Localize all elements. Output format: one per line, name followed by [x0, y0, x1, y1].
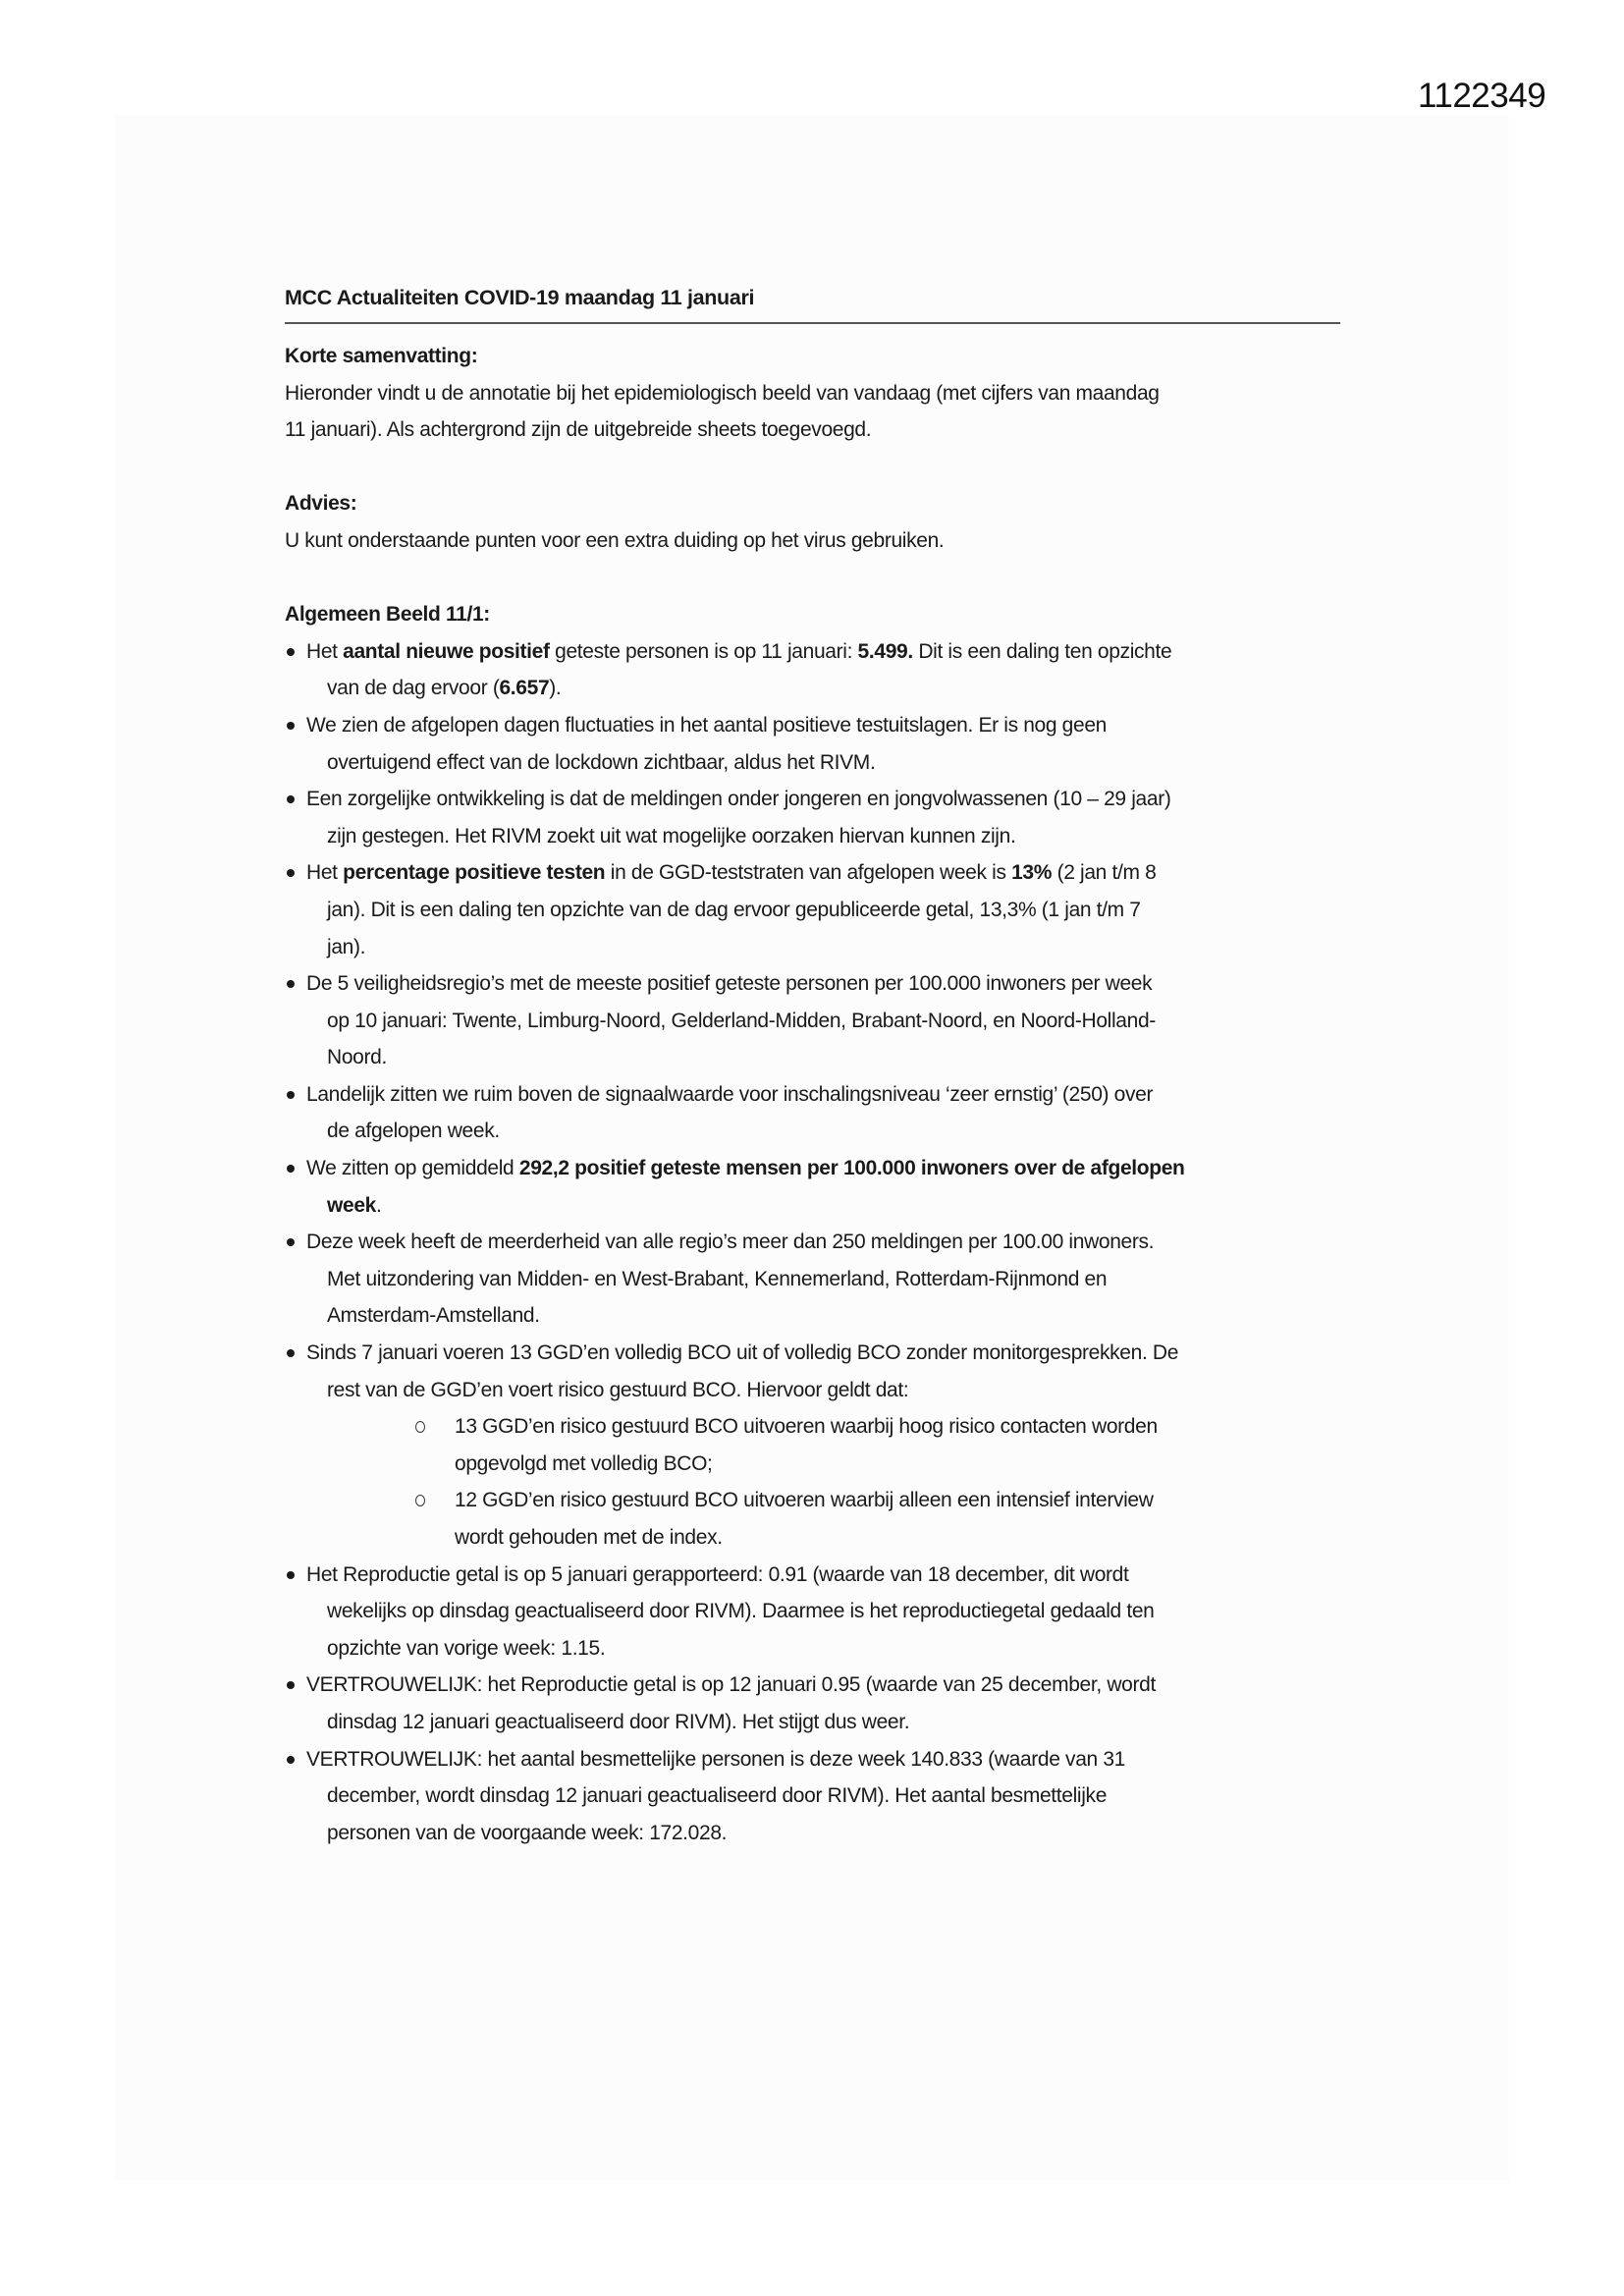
text: De 5 veiligheidsregio’s met de meeste positief geteste personen per 100.000 inwoners per week	[306, 972, 1153, 996]
bullet-line	[285, 1224, 1345, 1261]
spacer	[285, 560, 1345, 597]
bullet-item	[285, 965, 1345, 1076]
sub-bullet-line: wordt gehouden met de index.	[455, 1526, 723, 1549]
bullet-line	[285, 1297, 1345, 1335]
text: Sinds 7 januari voeren 13 GGD’en volledig BCO uit of volledig BCO zonder monitorgesprekken. De	[306, 1341, 1179, 1365]
text: Het	[306, 639, 344, 663]
bullet-line	[285, 1593, 1345, 1630]
text: Dit is een daling ten opzichte	[912, 639, 1172, 663]
text: dinsdag 12 januari geactualiseerd door RIVM). Het stijgt dus weer.	[327, 1710, 910, 1733]
sub-bullet-line: 13 GGD’en risico gestuurd BCO uitvoeren waarbij hoog risico contacten worden	[455, 1415, 1158, 1439]
bullet-item	[285, 781, 1345, 854]
bullet-line	[285, 1335, 1345, 1372]
spacer	[285, 449, 1345, 486]
bullet-line	[285, 1039, 1345, 1076]
bullet-dot-icon	[287, 1756, 295, 1764]
bullet-line	[285, 1261, 1345, 1298]
advice-section	[285, 485, 1345, 559]
bullet-item	[285, 1557, 1345, 1667]
bold-text: 292,2 positief geteste mensen per 100.000 inwoners over de afgelopen	[518, 1157, 1185, 1180]
text: in de GGD-teststraten van afgelopen week is	[605, 861, 1012, 885]
sub-bullet-item	[285, 1482, 1345, 1556]
document-number: 1122349	[1418, 77, 1546, 115]
bullet-line	[285, 1704, 1345, 1741]
bullet-line	[285, 1667, 1345, 1704]
text: Het	[306, 861, 344, 885]
bold-text: percentage positieve testen	[343, 861, 606, 885]
text: We zitten op gemiddeld	[306, 1157, 519, 1180]
bullet-item	[285, 633, 1345, 707]
bullet-dot-icon	[287, 1349, 295, 1357]
bold-text: week	[327, 1193, 376, 1217]
bullet-line	[285, 1113, 1345, 1150]
bullet-line	[285, 1630, 1345, 1667]
bullet-line	[285, 1187, 1345, 1225]
bullet-dot-icon	[287, 1165, 295, 1173]
text: zijn gestegen. Het RIVM zoekt uit wat mogelijke oorzaken hiervan kunnen zijn.	[327, 824, 1016, 847]
text: rest van de GGD’en voert risico gestuurd BCO. Hiervoor geldt dat:	[327, 1378, 909, 1401]
bullet-item	[285, 1224, 1345, 1335]
bullet-line	[285, 670, 1345, 707]
bold-text: 5.499.	[857, 639, 913, 663]
general-heading: Algemeen Beeld 11/1:	[285, 603, 490, 627]
text: VERTROUWELIJK: het aantal besmettelijke personen is deze week 140.833 (waarde van 31	[306, 1747, 1126, 1771]
text: Met uitzondering van Midden- en West-Brabant, Kennemerland, Rotterdam-Rijnmond en	[327, 1267, 1108, 1290]
text: personen van de voorgaande week: 172.028.	[327, 1821, 728, 1844]
bullet-dot-icon	[287, 1571, 295, 1579]
bullet-line	[285, 1372, 1345, 1409]
text: Het Reproductie getal is op 5 januari gerapporteerd: 0.91 (waarde van 18 december, dit wordt	[306, 1562, 1129, 1586]
advice-heading: Advies:	[285, 492, 357, 516]
bullet-line	[285, 1557, 1345, 1594]
bullet-dot-icon	[287, 1091, 295, 1099]
title-divider	[285, 322, 1340, 324]
text: Amsterdam-Amstelland.	[327, 1304, 540, 1328]
bullet-line	[285, 892, 1345, 929]
bullet-item	[285, 1335, 1345, 1557]
bullet-item	[285, 854, 1345, 965]
bullet-item	[285, 707, 1345, 781]
text: .	[375, 1193, 382, 1217]
advice-line: U kunt onderstaande punten voor een extra duiding op het virus gebruiken.	[285, 528, 945, 552]
bullet-line	[285, 1777, 1345, 1815]
bold-text: 6.657	[499, 677, 550, 700]
sub-bullet-line: opgevolgd met volledig BCO;	[455, 1451, 713, 1475]
text: Een zorgelijke ontwikkeling is dat de meldingen onder jongeren en jongvolwassenen (10 – 29 jaar)	[306, 788, 1171, 811]
text: Deze week heeft de meerderheid van alle regio’s meer dan 250 meldingen per 100.00 inwoners.	[306, 1230, 1155, 1254]
bullet-line	[285, 707, 1345, 744]
summary-section	[285, 338, 1345, 449]
bullet-line	[285, 854, 1345, 892]
text: opzichte van vorige week: 1.15.	[327, 1636, 606, 1660]
sub-bullet-line: 12 GGD’en risico gestuurd BCO uitvoeren waarbij alleen een intensief interview	[455, 1489, 1154, 1512]
summary-line: Hieronder vindt u de annotatie bij het epidemiologisch beeld van vandaag (met cijfers van maandag	[285, 381, 1160, 405]
document-title: MCC Actualiteiten COVID-19 maandag 11 januari	[285, 286, 755, 309]
text: jan).	[327, 935, 366, 958]
summary-line: 11 januari). Als achtergrond zijn de uitgebreide sheets toegevoegd.	[285, 418, 872, 442]
sub-bullet-item	[285, 1408, 1345, 1482]
bold-text: 13%	[1011, 861, 1053, 885]
bullet-dot-icon	[287, 722, 295, 730]
text: ).	[549, 677, 562, 700]
text: jan). Dit is een daling ten opzichte van de dag ervoor gepubliceerde getal, 13,3% (1 jan t/m 7	[327, 898, 1141, 921]
text: overtuigend effect van de lockdown zichtbaar, aldus het RIVM.	[327, 750, 876, 774]
bullet-dot-icon	[287, 648, 295, 656]
bullet-line	[285, 781, 1345, 818]
text: geteste personen is op 11 januari:	[549, 639, 858, 663]
bold-text: aantal nieuwe positief	[343, 639, 550, 663]
text: wekelijks op dinsdag geactualiseerd door RIVM). Daarmee is het reproductiegetal gedaald ten	[327, 1600, 1155, 1623]
document-body	[285, 338, 1345, 1851]
bullet-line	[285, 929, 1345, 966]
text: VERTROUWELIJK: het Reproductie getal is op 12 januari 0.95 (waarde van 25 december, wordt	[306, 1673, 1156, 1697]
bullet-list	[285, 633, 1345, 1852]
text: van de dag ervoor (	[327, 677, 500, 700]
text: op 10 januari: Twente, Limburg-Noord, Gelderland-Midden, Brabant-Noord, en Noord-Holland-	[327, 1009, 1156, 1032]
bullet-item	[285, 1667, 1345, 1740]
text: december, wordt dinsdag 12 januari geactualiseerd door RIVM). Het aantal besmettelijke	[327, 1784, 1108, 1808]
text: Landelijk zitten we ruim boven de signaalwaarde voor inschalingsniveau ‘zeer ernstig’ (250) over	[306, 1082, 1154, 1106]
text: (2 jan t/m 8	[1052, 861, 1157, 885]
bullet-line	[285, 744, 1345, 782]
bullet-line	[285, 1815, 1345, 1852]
bullet-line	[285, 1076, 1345, 1114]
bullet-line	[285, 1150, 1345, 1187]
general-section	[285, 596, 1345, 1851]
bullet-line	[285, 1741, 1345, 1778]
text: Noord.	[327, 1046, 387, 1069]
bullet-line	[285, 1003, 1345, 1040]
bullet-item	[285, 1076, 1345, 1150]
bullet-line	[285, 818, 1345, 855]
bullet-item	[285, 1150, 1345, 1224]
bullet-line	[285, 633, 1345, 671]
bullet-line	[285, 965, 1345, 1003]
bullet-item	[285, 1741, 1345, 1852]
text: We zien de afgelopen dagen fluctuaties in het aantal positieve testuitslagen. Er is nog geen	[306, 713, 1107, 737]
text: de afgelopen week.	[327, 1120, 500, 1143]
summary-heading: Korte samenvatting:	[285, 345, 478, 367]
